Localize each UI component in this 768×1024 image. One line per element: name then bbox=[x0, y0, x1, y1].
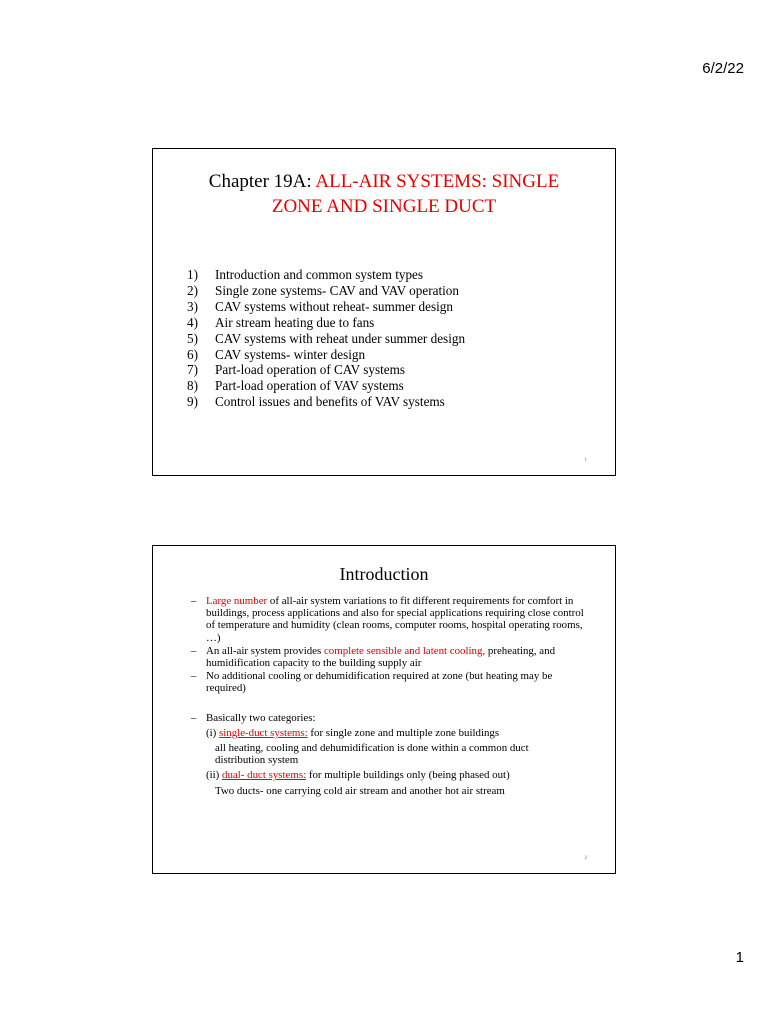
slide-number: 2 bbox=[584, 856, 587, 861]
title-red-line1: ALL-AIR SYSTEMS: SINGLE bbox=[315, 171, 560, 192]
page-number: 1 bbox=[735, 949, 744, 966]
category-dual-duct: (ii) dual- duct systems: for multiple buildings only (being phased out) bbox=[206, 769, 510, 782]
outline-list bbox=[187, 267, 465, 410]
list-item: 9) Control issues and benefits of VAV systems bbox=[187, 394, 445, 410]
list-item: 2) Single zone systems- CAV and VAV operation bbox=[187, 282, 459, 298]
slide-1 bbox=[152, 148, 616, 476]
slide-2-body bbox=[191, 595, 591, 797]
list-item: 6) CAV systems- winter design bbox=[187, 346, 366, 362]
page-date: 6/2/22 bbox=[702, 60, 744, 77]
list-item: 1) Introduction and common system types bbox=[187, 267, 424, 282]
category-single-duct-detail: all heating, cooling and dehumidification is done within a common duct distribution system bbox=[215, 742, 529, 767]
list-item: 3) CAV systems without reheat- summer design bbox=[187, 298, 453, 314]
title-prefix: Chapter 19A: bbox=[208, 171, 316, 192]
slide-2-title: Introduction bbox=[339, 564, 429, 584]
bullet-2: – An all-air system provides complete sensible and latent cooling, preheating, and humidification capacity to the building supply air bbox=[191, 644, 556, 670]
list-item: 5) CAV systems with reheat under summer design bbox=[187, 330, 466, 346]
category-dual-duct-detail: Two ducts- one carrying cold air stream and another hot air stream bbox=[215, 784, 505, 797]
bullet-4: – Basically two categories: bbox=[191, 711, 316, 724]
list-item: 8) Part-load operation of VAV systems bbox=[187, 378, 404, 394]
bullet-3: – No additional cooling or dehumidification required at zone (but heating may be required) bbox=[191, 670, 553, 695]
category-single-duct: (i) single-duct systems: for single zone and multiple zone buildings bbox=[206, 726, 500, 739]
title-red-line2: ZONE AND SINGLE DUCT bbox=[271, 196, 497, 217]
list-item: 7) Part-load operation of CAV systems bbox=[187, 362, 405, 378]
slide-number: 1 bbox=[584, 458, 587, 463]
bullet-1: – Large number of all-air system variations to fit different requirements for comfort in buildings, process applications and also for special applications requiring close control of temperature and humidity (clean rooms, computer rooms, hospital operating rooms, …) bbox=[191, 595, 584, 644]
list-item: 4) Air stream heating due to fans bbox=[187, 314, 375, 330]
slide-2 bbox=[152, 545, 616, 874]
slide-1-title bbox=[153, 169, 615, 219]
